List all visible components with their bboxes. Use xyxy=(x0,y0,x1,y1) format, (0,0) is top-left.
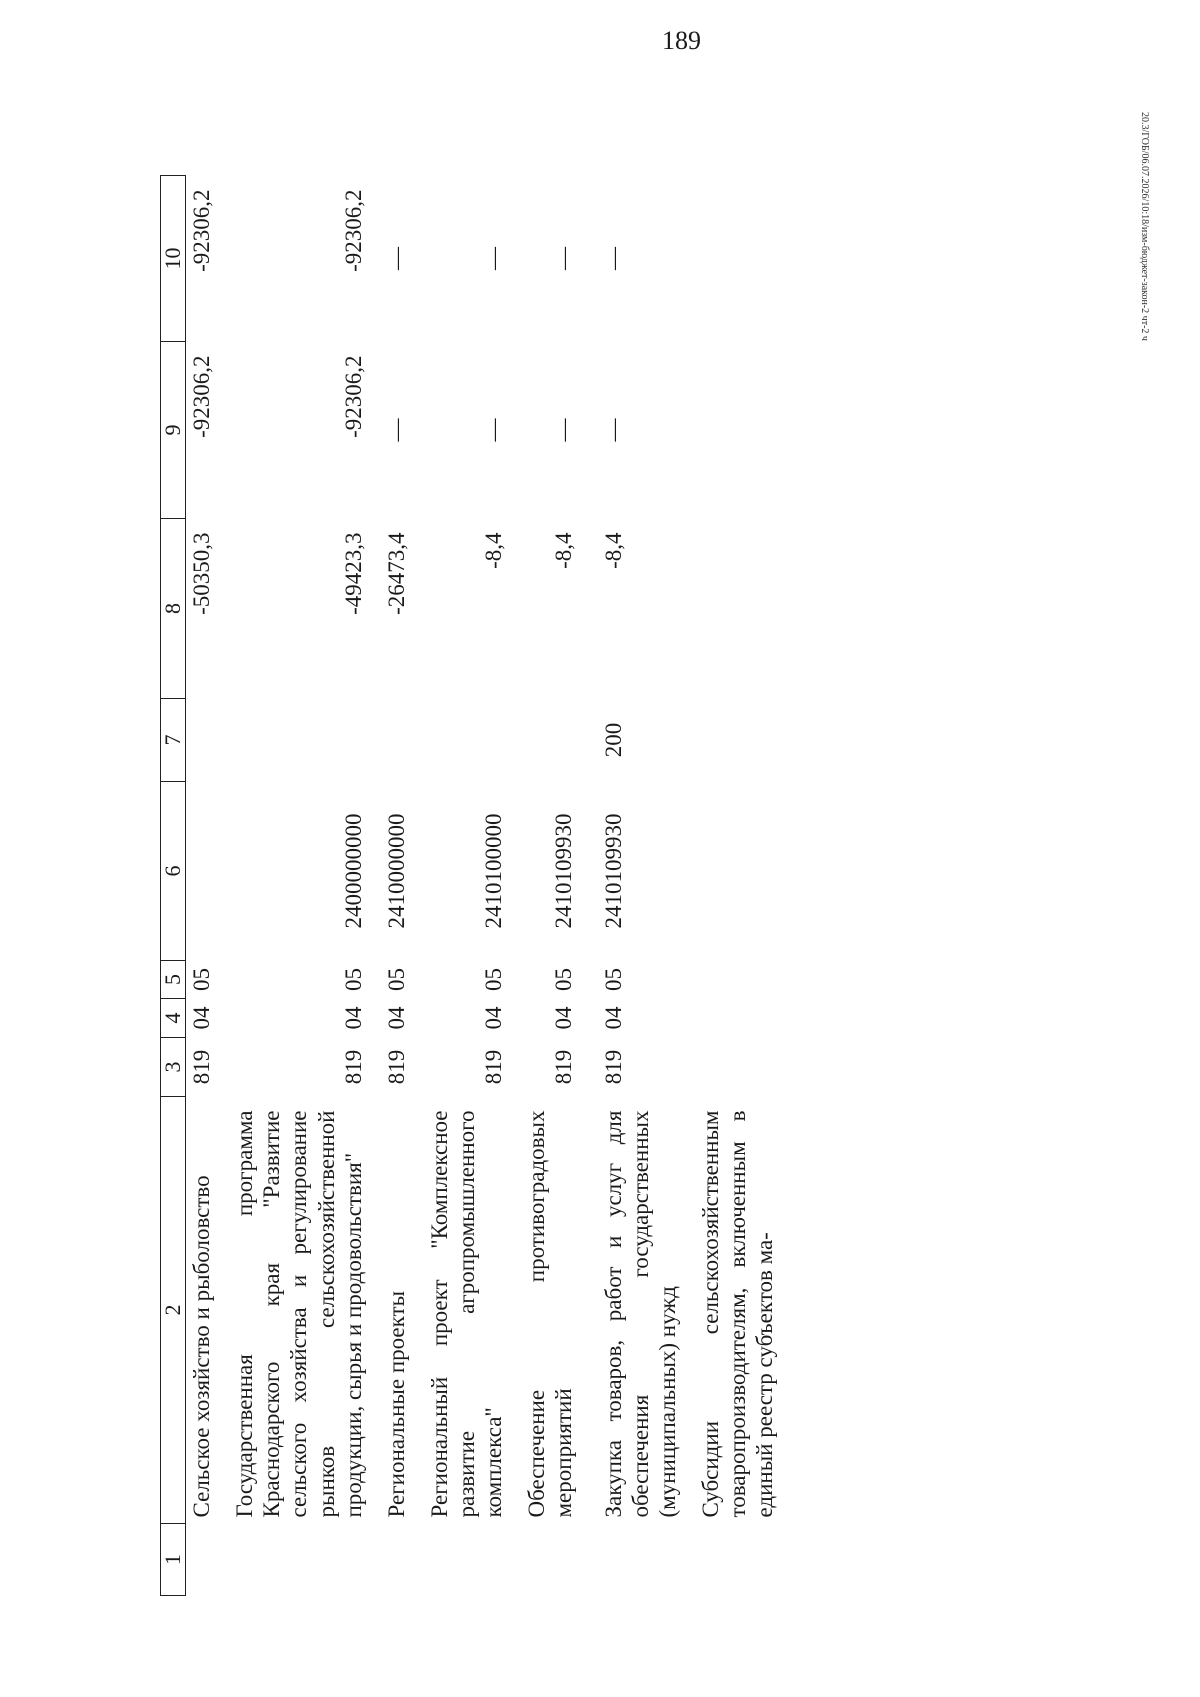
column-header: 5 xyxy=(161,961,186,999)
column-number-row xyxy=(161,176,186,1596)
column-header: 4 xyxy=(161,999,186,1038)
table-row xyxy=(422,176,519,1596)
footer-code: 20.3/ГОБ/06.07.2026/10:18/изм-бюджет-закон-2 чт-2 ч xyxy=(1139,112,1150,341)
ministry-code-cell: 819 xyxy=(189,1049,214,1085)
expense-type-cell xyxy=(693,699,790,782)
subsection-code-cell: 05 xyxy=(481,968,507,991)
column-header: 1 xyxy=(161,1524,186,1596)
section-code-cell xyxy=(693,999,790,1038)
amount-col8-cell: -8,4 xyxy=(600,532,626,569)
row-index-cell xyxy=(519,1524,589,1596)
amount-col10-cell xyxy=(693,176,790,342)
section-code-cell: 04 xyxy=(340,1006,366,1030)
target-article-cell xyxy=(186,782,228,961)
amount-col8-cell: -49423,3 xyxy=(340,532,366,615)
amount-col10-cell: — xyxy=(481,247,507,270)
amount-col8-cell: -50350,3 xyxy=(189,532,214,615)
target-article-cell: 2400000000 xyxy=(340,813,366,929)
amount-col9-cell: — xyxy=(551,418,577,442)
page-number: 189 xyxy=(662,26,701,55)
amount-col8-cell xyxy=(693,519,790,699)
item-name-cell: Государственная программа Краснодарского края "Развитие сельского хозяйства и регулирование рынков сельскохозяйственной продукции, сырья и продовольствия" xyxy=(232,1110,366,1518)
target-article-cell: 2410109930 xyxy=(600,813,626,929)
section-code-cell: 04 xyxy=(481,1006,507,1030)
target-article-cell: 2410100000 xyxy=(481,813,507,929)
section-code-cell: 04 xyxy=(383,1006,409,1030)
item-name-cell: Субсидии сельскохозяйственным товаропроизводителям, включенным в единый реестр субъектов ма- xyxy=(697,1110,778,1518)
amount-col8-cell: -8,4 xyxy=(551,532,577,569)
amount-col8-cell: -26473,4 xyxy=(383,532,409,615)
ministry-code-cell: 819 xyxy=(383,1049,409,1085)
amount-col10-cell: — xyxy=(600,247,626,270)
expense-type-cell xyxy=(379,699,422,782)
subsection-code-cell: 05 xyxy=(383,968,409,991)
amount-col9-cell: -92306,2 xyxy=(189,355,214,438)
row-index-cell xyxy=(379,1524,422,1596)
table-row xyxy=(590,176,693,1596)
expense-type-cell xyxy=(422,699,519,782)
target-article-cell: 2410109930 xyxy=(551,813,577,929)
ministry-code-cell xyxy=(693,1038,790,1097)
row-index-cell xyxy=(422,1524,519,1596)
rotated-table-sheet xyxy=(160,96,1160,1596)
expense-type-cell xyxy=(186,699,228,782)
amount-col9-cell: — xyxy=(383,418,409,442)
amount-col9-cell xyxy=(693,342,790,519)
table-row xyxy=(227,176,379,1596)
item-name-cell: Региональный проект "Комплексное развитие агропромышленного комплекса" xyxy=(426,1110,507,1518)
column-header: 10 xyxy=(161,176,186,342)
row-index-cell xyxy=(590,1524,693,1596)
amount-col10-cell: -92306,2 xyxy=(340,189,366,272)
item-name-cell: Региональные проекты xyxy=(383,1290,409,1518)
ministry-code-cell: 819 xyxy=(600,1049,626,1085)
section-code-cell: 04 xyxy=(600,1006,626,1030)
subsection-code-cell: 05 xyxy=(340,968,366,991)
item-name-cell: Закупка товаров, работ и услуг для обеспечения государственных (муниципальных) нужд xyxy=(600,1110,680,1518)
budget-table xyxy=(160,175,790,1596)
subsection-code-cell: 05 xyxy=(189,968,214,991)
amount-col9-cell: — xyxy=(481,418,507,442)
column-header: 3 xyxy=(161,1038,186,1097)
amount-col9-cell: -92306,2 xyxy=(340,355,366,438)
subsection-code-cell: 05 xyxy=(551,968,577,991)
expense-type-cell xyxy=(227,699,379,782)
expense-type-cell xyxy=(519,699,589,782)
column-header: 8 xyxy=(161,519,186,699)
row-index-cell xyxy=(693,1524,790,1596)
table-row xyxy=(519,176,589,1596)
amount-col8-cell: -8,4 xyxy=(481,532,507,569)
target-article-cell xyxy=(693,782,790,961)
ministry-code-cell: 819 xyxy=(481,1049,507,1085)
expense-type-cell: 200 xyxy=(600,722,626,758)
column-header: 9 xyxy=(161,342,186,519)
amount-col10-cell: -92306,2 xyxy=(189,189,214,272)
section-code-cell: 04 xyxy=(189,1006,214,1030)
amount-col10-cell: — xyxy=(551,247,577,270)
target-article-cell: 2410000000 xyxy=(383,813,409,929)
item-name-cell: Сельское хозяйство и рыболовство xyxy=(189,1175,214,1518)
column-header: 6 xyxy=(161,782,186,961)
subsection-code-cell: 05 xyxy=(600,968,626,991)
subsection-code-cell xyxy=(693,961,790,999)
amount-col10-cell: — xyxy=(383,247,409,270)
table-row xyxy=(186,176,228,1596)
ministry-code-cell: 819 xyxy=(340,1049,366,1085)
ministry-code-cell: 819 xyxy=(551,1049,577,1085)
section-code-cell: 04 xyxy=(551,1006,577,1030)
item-name-cell: Обеспечение противоградовых мероприятий xyxy=(524,1110,577,1518)
column-header: 7 xyxy=(161,699,186,782)
column-header: 2 xyxy=(161,1097,186,1524)
table-row xyxy=(379,176,422,1596)
row-index-cell xyxy=(227,1524,379,1596)
table-row xyxy=(693,176,790,1596)
row-index-cell xyxy=(186,1524,228,1596)
amount-col9-cell: — xyxy=(600,418,626,442)
